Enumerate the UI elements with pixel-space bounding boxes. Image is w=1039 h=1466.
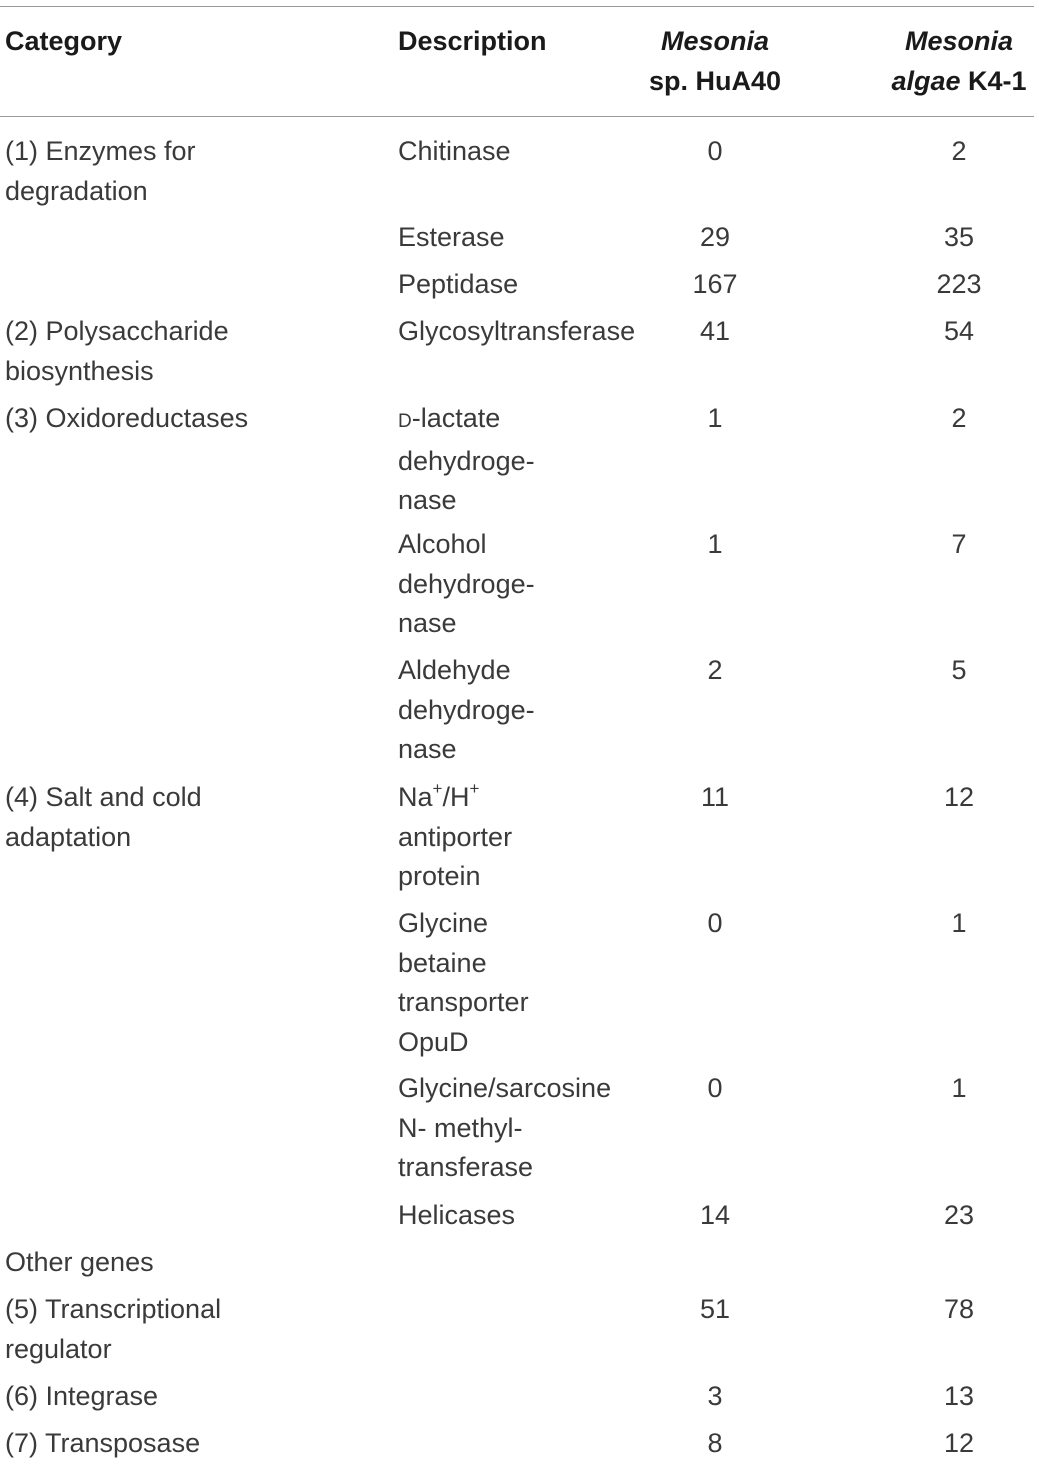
row-description xyxy=(398,525,535,644)
description-line: nase xyxy=(398,734,457,764)
description-text: Na xyxy=(398,782,433,812)
row-description: Chitinase xyxy=(398,136,511,166)
row-value-hua40: 2 xyxy=(707,655,723,685)
row-value-k4-1: 5 xyxy=(951,655,967,685)
description-line: antiporter xyxy=(398,821,513,852)
row-value-hua40: 51 xyxy=(699,1294,731,1324)
header-mesonia-algae xyxy=(880,22,1038,101)
description-line: nase xyxy=(398,608,457,638)
category-line: degradation xyxy=(5,175,148,206)
row-value-hua40: 1 xyxy=(707,403,723,433)
row-description: Esterase xyxy=(398,222,505,252)
row-value-hua40: 3 xyxy=(707,1381,723,1411)
category-line: (5) Transcriptional xyxy=(5,1294,222,1324)
row-value-hua40: 8 xyxy=(707,1428,723,1458)
description-line: betaine xyxy=(398,947,487,978)
header-col1-genus: Mesonia xyxy=(660,26,770,56)
row-value-hua40: 41 xyxy=(699,316,731,346)
row-description: Peptidase xyxy=(398,269,519,299)
row-value-k4-1: 12 xyxy=(943,782,975,812)
row-value-hua40: 0 xyxy=(707,1073,723,1103)
header-col2-strain: K4-1 xyxy=(960,65,1027,96)
small-caps-d: D xyxy=(398,411,412,432)
row-value-k4-1: 13 xyxy=(943,1381,975,1411)
description-line: N- methyl- xyxy=(398,1112,523,1143)
description-line: dehydroge- xyxy=(398,445,535,476)
row-value-k4-1: 223 xyxy=(936,269,982,299)
row-value-k4-1: 78 xyxy=(943,1294,975,1324)
category-line: (4) Salt and cold xyxy=(5,782,202,812)
row-value-hua40: 1 xyxy=(707,529,723,559)
row-value-k4-1: 12 xyxy=(943,1428,975,1458)
description-line: Aldehyde xyxy=(398,655,511,685)
row-value-k4-1: 2 xyxy=(951,403,967,433)
row-description: Glycosyltransferase xyxy=(398,316,636,346)
row-category: Other genes xyxy=(5,1247,154,1277)
row-category xyxy=(5,778,202,857)
row-description xyxy=(398,399,535,521)
category-line: biosynthesis xyxy=(5,355,154,386)
row-value-hua40: 0 xyxy=(707,136,723,166)
superscript: + xyxy=(432,779,443,798)
category-line: (1) Enzymes for xyxy=(5,136,196,166)
category-line: adaptation xyxy=(5,821,132,852)
description-line: transporter xyxy=(398,987,529,1017)
description-line: dehydroge- xyxy=(398,568,535,599)
description-line: Alcohol xyxy=(398,529,487,559)
row-category xyxy=(5,132,196,211)
row-value-k4-1: 1 xyxy=(951,1073,967,1103)
row-value-hua40: 167 xyxy=(692,269,738,299)
row-category: (3) Oxidoreductases xyxy=(5,403,249,433)
description-line: Glycine xyxy=(398,908,489,938)
description-line: dehydroge- xyxy=(398,694,535,725)
superscript: + xyxy=(469,779,480,798)
header-category: Category xyxy=(5,26,123,56)
description-text: /H xyxy=(442,782,470,812)
header-mesonia-hua40 xyxy=(641,22,789,101)
row-value-k4-1: 35 xyxy=(943,222,975,252)
description-line: -lactate xyxy=(411,403,501,433)
row-value-k4-1: 2 xyxy=(951,136,967,166)
row-description xyxy=(398,1069,611,1188)
row-value-k4-1: 1 xyxy=(951,908,967,938)
header-col2-genus: Mesonia xyxy=(904,26,1014,56)
category-line: regulator xyxy=(5,1333,112,1364)
row-description: Helicases xyxy=(398,1200,516,1230)
row-value-hua40: 29 xyxy=(699,222,731,252)
header-col1-strain: sp. HuA40 xyxy=(648,65,782,96)
row-category xyxy=(5,312,229,391)
row-category: (6) Integrase xyxy=(5,1381,159,1411)
row-category xyxy=(5,1290,221,1369)
row-value-k4-1: 23 xyxy=(943,1200,975,1230)
description-line: Glycine/sarcosine xyxy=(398,1073,612,1103)
row-value-hua40: 14 xyxy=(699,1200,731,1230)
row-description xyxy=(398,651,535,770)
header-description: Description xyxy=(398,26,547,56)
table-top-rule xyxy=(0,6,1034,7)
description-line: nase xyxy=(398,485,457,515)
category-line: (2) Polysaccharide xyxy=(5,316,229,346)
header-bottom-rule xyxy=(0,116,1034,117)
row-category: (7) Transposase xyxy=(5,1428,201,1458)
row-value-k4-1: 54 xyxy=(943,316,975,346)
description-line: protein xyxy=(398,861,481,891)
row-description xyxy=(398,904,529,1062)
row-description xyxy=(398,778,512,897)
description-line: OpuD xyxy=(398,1026,469,1057)
header-col2-species: algae xyxy=(891,65,961,96)
row-value-hua40: 0 xyxy=(707,908,723,938)
description-line: transferase xyxy=(398,1152,534,1182)
row-value-k4-1: 7 xyxy=(951,529,967,559)
row-value-hua40: 11 xyxy=(700,782,730,812)
